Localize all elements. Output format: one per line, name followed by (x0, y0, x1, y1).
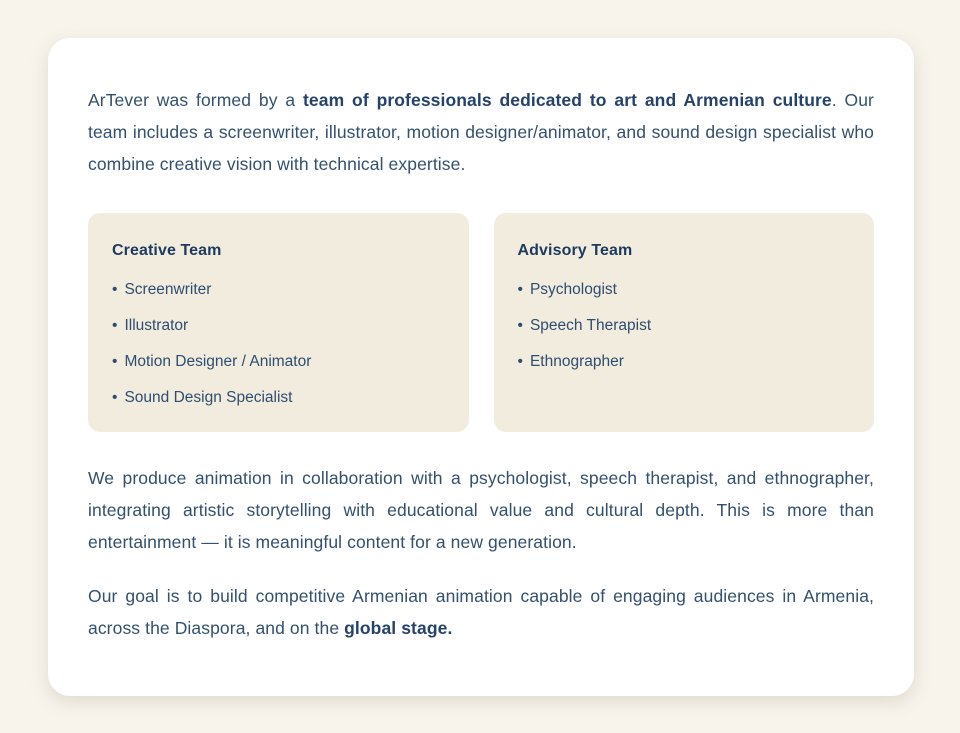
bullet-icon: • (112, 317, 118, 334)
goal-text-bold: global stage. (344, 618, 453, 638)
creative-team-list (112, 280, 445, 408)
bullet-icon: • (517, 281, 523, 298)
content-card (48, 38, 914, 696)
list-item-label: Illustrator (124, 317, 189, 334)
bullet-icon: • (112, 353, 118, 370)
list-item-label: Psychologist (529, 281, 617, 298)
collaboration-paragraph: We produce animation in collaboration with a psychologist, speech therapist, and ethnographer, integrating artistic storytelling with educational value and cultural depth. This is more than entertainment — it is meaningful content for a new generation. (88, 468, 874, 552)
list-item (518, 280, 851, 300)
list-item-label: Screenwriter (124, 281, 212, 298)
intro-text-post: . Our team includes a screenwriter, illustrator, motion designer/animator, and sound design specialist who combine creative vision with technical expertise. (88, 90, 874, 174)
bullet-icon: • (112, 281, 118, 298)
intro-paragraph (88, 84, 874, 180)
advisory-team-list (518, 280, 851, 372)
list-item-label: Speech Therapist (529, 317, 652, 334)
goal-text-pre: Our goal is to build competitive Armenian animation capable of engaging audiences in Armenia, across the Diaspora, and on the (88, 586, 874, 638)
list-item (112, 280, 445, 300)
list-item-label: Ethnographer (529, 353, 624, 370)
intro-text-bold: team of professionals dedicated to art and Armenian culture (303, 90, 832, 110)
list-item-label: Sound Design Specialist (124, 389, 293, 406)
intro-text-pre: ArTever was formed by a (88, 90, 303, 110)
list-item (518, 316, 851, 336)
creative-team-title: Creative Team (112, 242, 222, 259)
list-item (112, 388, 445, 408)
list-item (112, 316, 445, 336)
bullet-icon: • (517, 353, 523, 370)
bullet-icon: • (112, 389, 118, 406)
advisory-team-title: Advisory Team (517, 242, 633, 259)
bullet-icon: • (517, 317, 523, 334)
list-item (518, 352, 851, 372)
advisory-team-card (494, 213, 875, 432)
list-item (112, 352, 445, 372)
list-item-label: Motion Designer / Animator (124, 353, 312, 370)
creative-team-card (88, 213, 469, 432)
teams-row (88, 213, 874, 432)
goal-paragraph (88, 580, 874, 644)
